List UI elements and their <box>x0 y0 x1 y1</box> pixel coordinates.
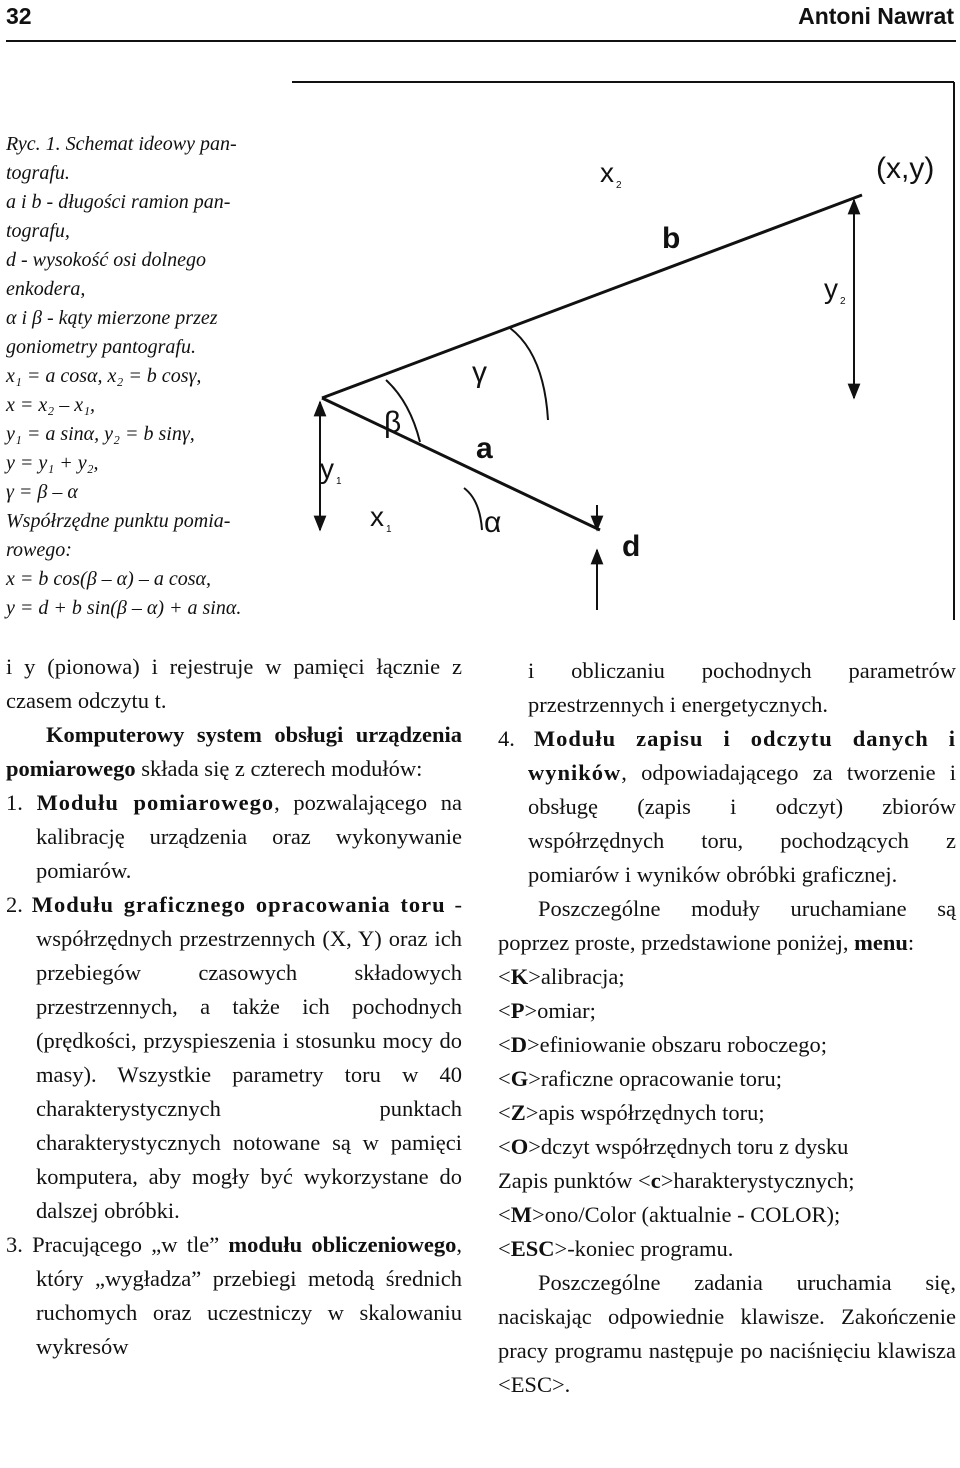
menu-line: <K>alibracja; <box>498 964 625 989</box>
list-item: 4. Modułu zapisu i odczytu danych i wyników, odpowiadającego za tworzenie i obsługę (zapis i odczyt) zbiorów współrzędnych toru, pochodzących z pomiarów i wyników obróbki graficznej. <box>498 726 957 887</box>
caption-line: goniometry pantografu. <box>6 336 196 358</box>
menu-line: <P>omiar; <box>498 998 596 1023</box>
page-number: 32 <box>6 3 32 29</box>
caption-line: enkodera, <box>6 278 86 300</box>
caption-line: a i b - długości ramion pan- <box>6 191 231 213</box>
left-column <box>6 650 462 1364</box>
menu-line: <Z>apis współrzędnych toru; <box>498 1100 765 1125</box>
caption-line: Ryc. 1. Schemat ideowy pan- <box>6 133 237 155</box>
caption-line: y = y₁ + y₂, <box>6 452 99 474</box>
paragraph: Komputerowy system obsługi urządzenia pomiarowego składa się z czterech modułów: <box>6 722 462 781</box>
label-x2: x $_2$ <box>600 157 622 191</box>
menu-line: Zapis punktów <c>harakterystycznych; <box>498 1168 855 1193</box>
menu-line: <M>ono/Color (aktualnie - COLOR); <box>498 1202 841 1227</box>
caption-line: rowego: <box>6 539 72 561</box>
arm-b <box>322 195 862 398</box>
label-beta: β <box>384 406 402 439</box>
caption-line: y₁ = a sinα, y₂ = b sinγ, <box>6 423 195 445</box>
caption-line: x = b cos(β – α) – a cosα, <box>6 568 211 590</box>
label-xy: (x,y) <box>876 152 935 185</box>
label-a: a <box>476 432 493 465</box>
arm-a <box>322 398 600 530</box>
label-d: d <box>622 530 641 563</box>
caption-line: Współrzędne punktu pomia- <box>6 510 231 532</box>
alpha-arc <box>464 488 482 530</box>
caption-line: y = d + b sin(β – α) + a sinα. <box>6 597 242 619</box>
pantograph-diagram <box>292 80 956 622</box>
caption-line: γ = β – α <box>6 481 78 503</box>
right-column <box>498 654 956 1402</box>
gamma-arc <box>510 328 548 420</box>
running-head-author: Antoni Nawrat <box>798 3 954 29</box>
menu-line: <G>raficzne opracowanie toru; <box>498 1066 783 1091</box>
caption-line: d - wysokość osi dolnego <box>6 249 206 271</box>
caption-line: x = x₂ – x₁, <box>6 394 96 416</box>
list-item: 3. Pracującego „w tle” modułu obliczeniowego, który „wygładza” przebiegi metodą średnich ruchomych oraz uczestniczy w skalowaniu wykresów <box>6 1232 463 1359</box>
pantograph-svg <box>292 80 956 622</box>
menu-line: <D>efiniowanie obszaru roboczego; <box>498 1032 828 1057</box>
figure-caption <box>6 130 274 623</box>
caption-line: tografu. <box>6 162 70 184</box>
paragraph: Poszczególne moduły uruchamiane są poprzez proste, przedstawione poniżej, menu: <box>498 896 956 955</box>
page-header <box>0 0 960 36</box>
paragraph: i y (pionowa) i rejestruje w pamięci łącznie z czasem odczytu t. <box>6 654 462 713</box>
caption-line: α i β - kąty mierzone przez <box>6 307 218 329</box>
menu-line: <ESC>-koniec programu. <box>498 1236 734 1261</box>
label-y2: y $_2$ <box>824 273 846 307</box>
label-x1: x $_1$ <box>370 501 392 535</box>
menu-line: <O>dczyt współrzędnych toru z dysku <box>498 1134 849 1159</box>
label-alpha: α <box>484 506 502 539</box>
header-rule <box>6 40 956 42</box>
paragraph: Poszczególne zadania uruchamia się, naciskając odpowiednie klawisze. Zakończenie pracy programu następuje po naciśnięciu klawisza <ESC>. <box>498 1270 956 1397</box>
label-b: b <box>662 222 681 255</box>
list-item: 2. Modułu graficznego opracowania toru - współrzędnych przestrzennych (X, Y) oraz ich przebiegów czasowych składowych przestrzennych, a także ich pochodnych (prędkości, przyspieszenia i stosunku mocy do masy). Wszystkie parametry toru w 40 charakterystycznych punktach charakterystycznych notowane są w pamięci komputera, aby mogły być wykorzystane do dalszej obróbki. <box>6 892 462 1223</box>
caption-line: tografu, <box>6 220 70 242</box>
label-gamma: γ <box>472 356 487 389</box>
caption-line: x₁ = a cosα, x₂ = b cosγ, <box>6 365 202 387</box>
list-item: 1. Modułu pomiarowego, pozwalającego na kalibrację urządzenia oraz wykonywanie pomiarów. <box>6 790 462 883</box>
label-y1: y $_1$ <box>320 453 342 487</box>
paragraph: i obliczaniu pochodnych parametrów przestrzennych i energetycznych. <box>528 658 956 717</box>
